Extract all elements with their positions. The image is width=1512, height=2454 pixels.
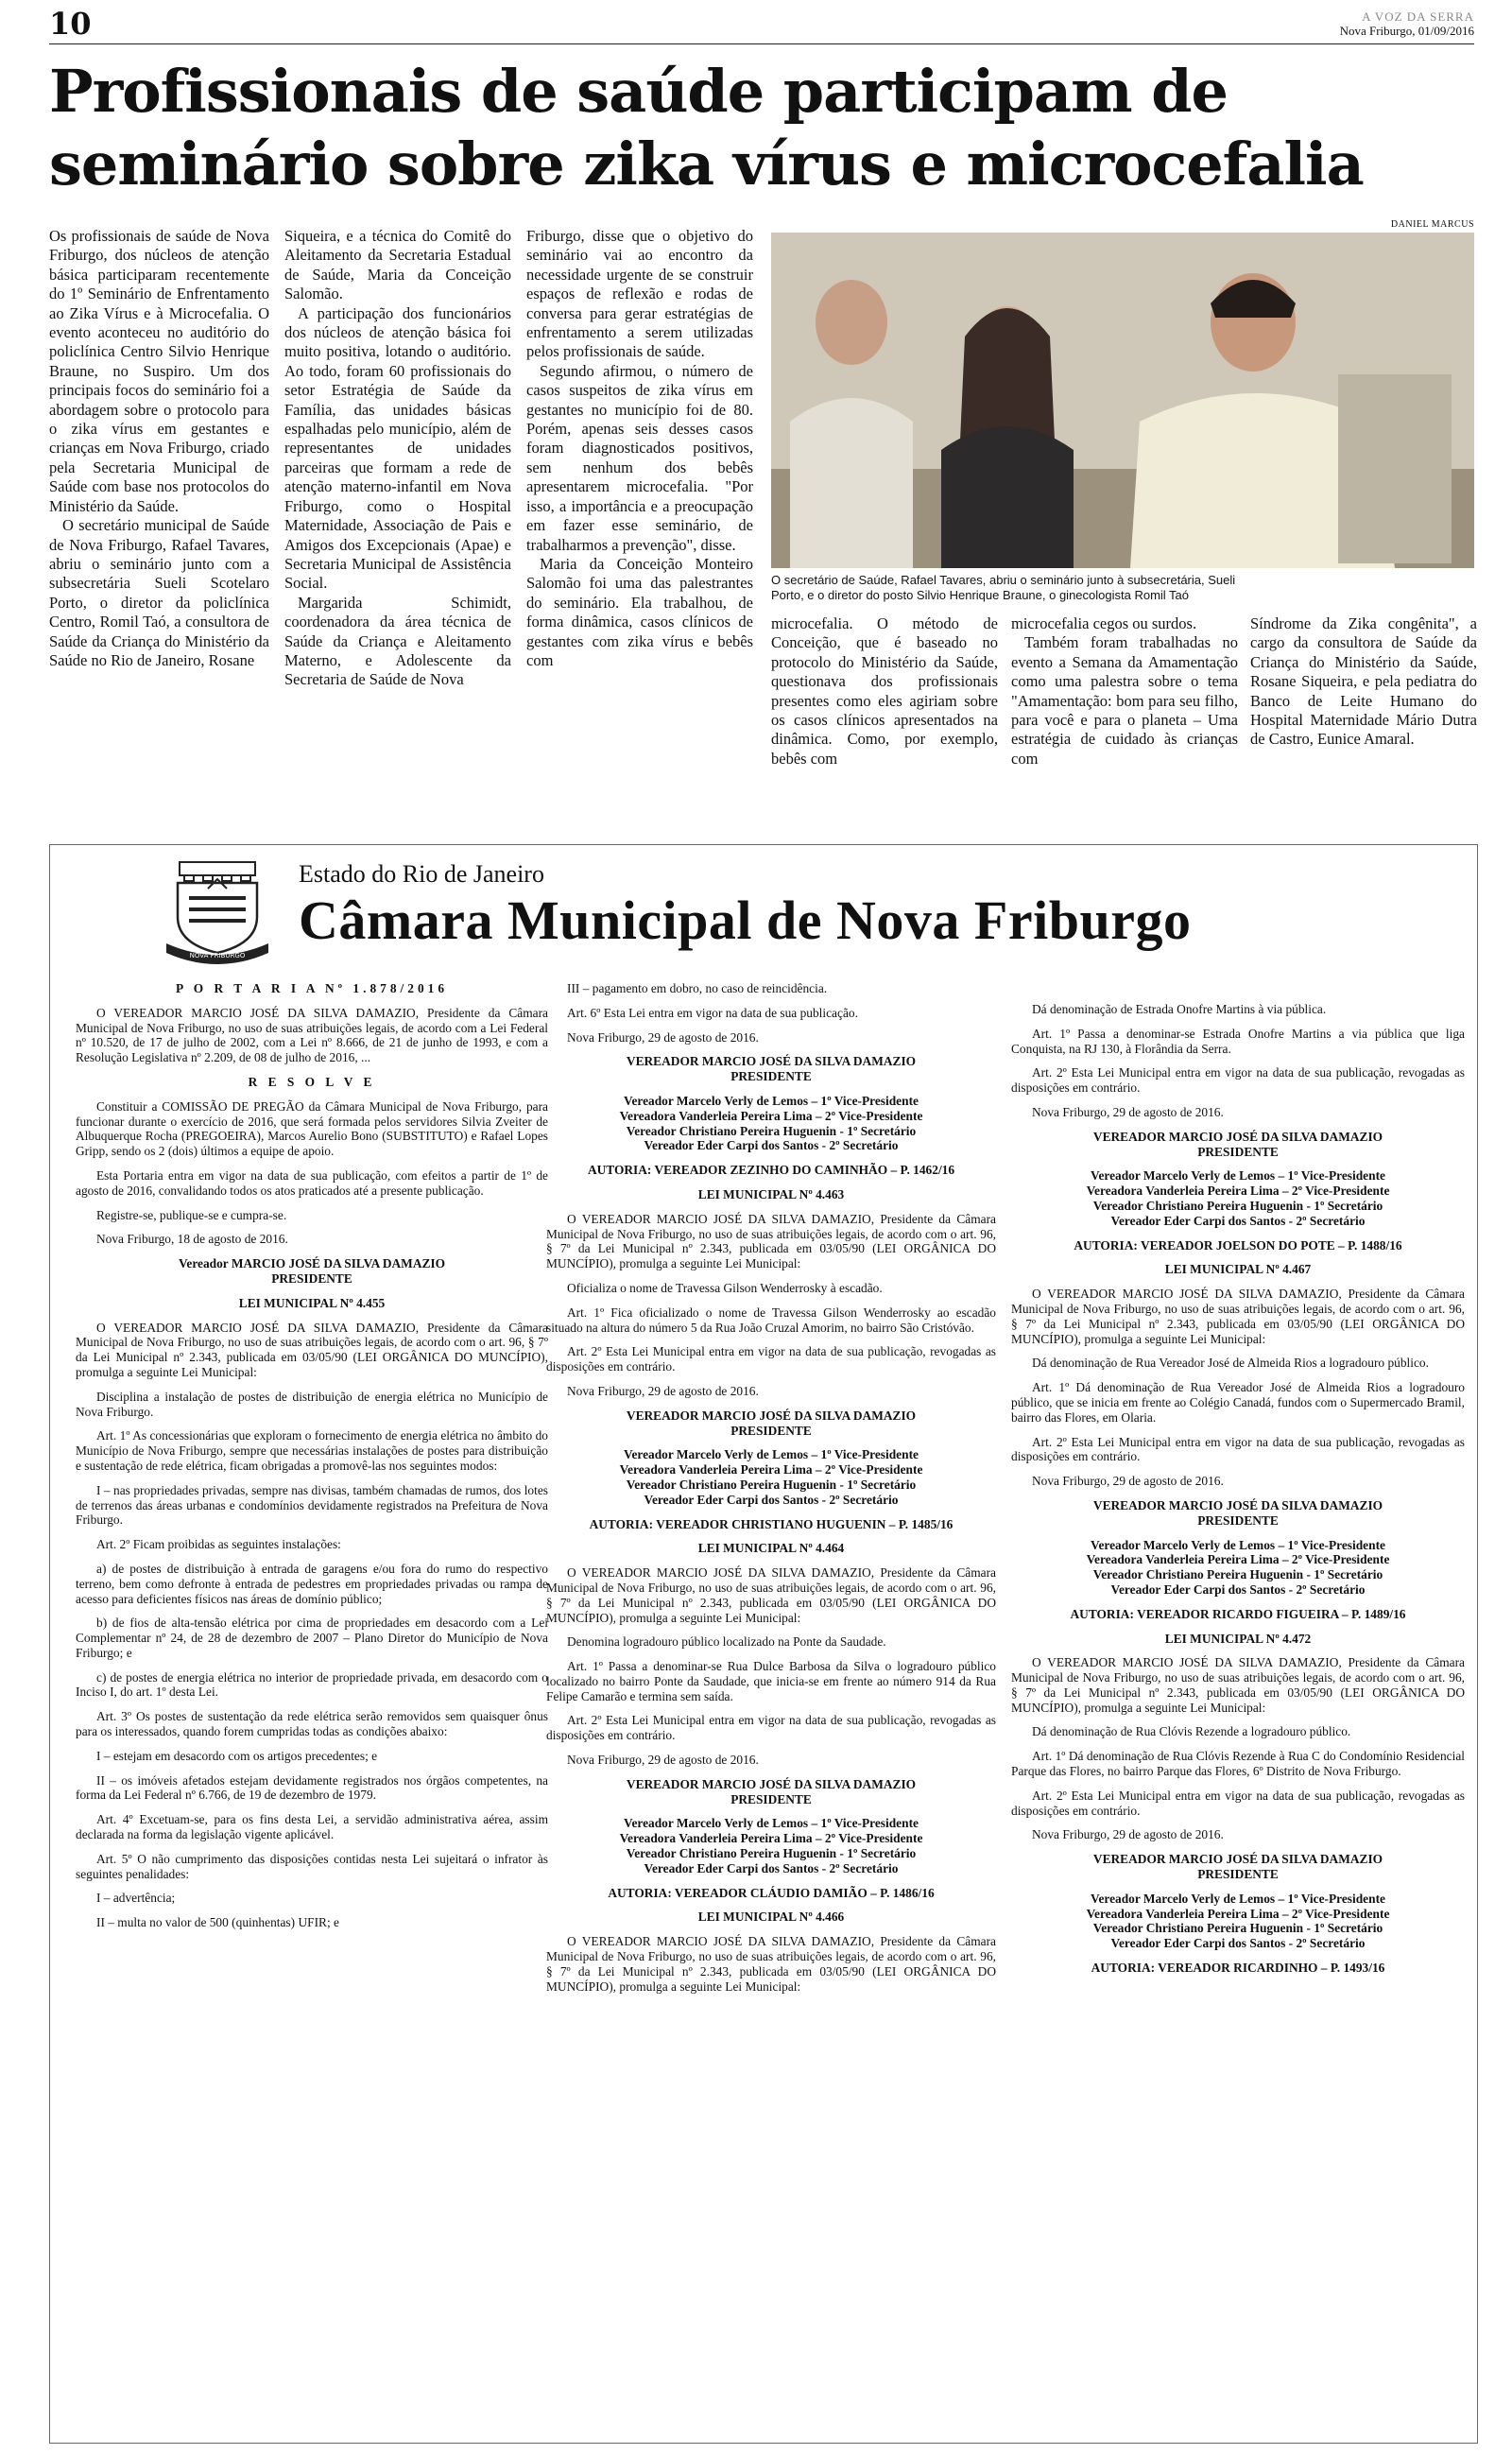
legal-paragraph: Constituir a COMISSÃO DE PREGÃO da Câmara Municipal de Nova Friburgo, para funcionar durante o exercício de 2016, que será formada pelos servidores Silvia Zveiter de Albuquerque Rocha (PREGOEIRA), Marcos Aurelio Bono (SUBSTITUTO) e Rafael Lopes Gripp, sendo os 2 (dois) últimos a equipe de apoio. [76,1098,548,1159]
signature-role: PRESIDENTE [1197,1867,1279,1882]
legal-paragraph: Art. 1º Dá denominação de Rua Clóvis Rezende à Rua C do Condomínio Residencial Parque das Flores, no bairro Parque das Flores, 6º Distrito de Nova Friburgo. [1011,1749,1465,1779]
signature-role: PRESIDENTE [271,1270,352,1286]
legal-paragraph: Nova Friburgo, 29 de agosto de 2016. [1032,1827,1224,1842]
article-paragraph: Os profissionais de saúde de Nova Friburgo, dos núcleos de atenção básica participaram recentemente do 1º Seminário de Enfrentamento ao Zika Vírus e à Microcefalia. O evento aconteceu no auditório do policlínica Centro Silvio Henrique Braune, no Suspiro. Um dos principais focos do seminário foi a abordagem sobre o protocolo para o zika vírus em gestantes e crianças em Nova Friburgo, criado pela Secretaria Municipal de Saúde com base nos protocolos do Ministério da Saúde. [49,227,269,515]
article-column-4 [771,614,998,794]
signature-line: Vereadora Vanderleia Pereira Lima – 2º Vice-Presidente [619,1831,923,1846]
signature-line: Vereador Marcelo Verly de Lemos – 1º Vice-Presidente [624,1093,919,1108]
signature-line: Vereador Eder Carpi dos Santos - 2º Secretário [1110,1581,1366,1597]
signature-name: VEREADOR MARCIO JOSÉ DA SILVA DAMAZIO [626,1776,917,1791]
signature-line: Vereadora Vanderleia Pereira Lima – 2º Vice-Presidente [619,1462,923,1478]
signature-line: Vereador Eder Carpi dos Santos - 2º Secretário [644,1860,899,1875]
government-state: Estado do Rio de Janeiro [299,860,544,888]
article-headline: Profissionais de saúde participam de seminário sobre zika vírus e microcefalia [49,57,1364,199]
signature-line: Vereadora Vanderleia Pereira Lima – 2º Vice-Presidente [1086,1184,1390,1199]
article-paragraph: Segundo afirmou, o número de casos suspeitos de zika vírus em gestantes no município foi de 80. Porém, apenas seis desses casos foram diagnosticados positivos, sem nenhum dos bebês apresentarem microcefalia. "Por isso, a importância e a preocupação em fazer esse seminário, de trabalharmos a prevenção", disse. [526,361,753,554]
photo-caption: O secretário de Saúde, Rafael Tavares, abriu o seminário junto à subsecretária, Sueli Porto, e o diretor do posto Silvio Henrique Braune, o ginecologista Romil Taó [771,573,1236,602]
legal-paragraph: Art. 5º O não cumprimento das disposições contidas nesta Lei sujeitará o infrator às seguintes penalidades: [76,1851,548,1881]
legal-paragraph: I – estejam em desacordo com os artigos precedentes; e [96,1748,378,1763]
legal-paragraph: Art. 2º Esta Lei Municipal entra em vigor na data de sua publicação, revogadas as disposições em contrário. [546,1344,996,1374]
article-column-1 [49,227,269,794]
signature-name: VEREADOR MARCIO JOSÉ DA SILVA DAMAZIO [626,1054,917,1069]
article-paragraph: O secretário municipal de Saúde de Nova Friburgo, Rafael Tavares, abriu o seminário junto com a subsecretária Sueli Scotelaro Porto, o diretor da policlínica Centro, Romil Taó, a consultora de Saúde da Criança do Ministério da Saúde no Rio de Janeiro, Rosane [49,516,269,669]
signature-name: VEREADOR MARCIO JOSÉ DA SILVA DAMAZIO [1092,1497,1383,1512]
legal-column-1 [76,981,548,2437]
signature-line: Vereador Marcelo Verly de Lemos – 1º Vice-Presidente [1091,1537,1385,1552]
legal-paragraph: Nova Friburgo, 29 de agosto de 2016. [567,1383,759,1398]
legal-paragraph: Art. 1º Fica oficializado o nome de Travessa Gilson Wenderrosky ao escadão situado na altura do número 5 da Rua João Cruzal Amorim, no bairro São Cristóvão. [546,1305,996,1335]
legal-paragraph: Art. 2º Esta Lei Municipal entra em vigor na data de sua publicação, revogadas as disposições em contrário. [1011,1434,1465,1464]
legal-paragraph: Art. 2º Ficam proibidas as seguintes instalações: [96,1537,341,1552]
legal-paragraph: Nova Friburgo, 29 de agosto de 2016. [567,1753,759,1768]
article-paragraph: Síndrome da Zika congênita", a cargo da consultora de Saúde da Criança do Ministério da Saúde, Rosane Siqueira, e pela pediatra do Banco de Leite Humano do Hospital Maternidade Mário Dutra de Castro, Eunice Amaral. [1250,614,1477,749]
signature-line: Vereador Eder Carpi dos Santos - 2º Secretário [1110,1936,1366,1951]
signature-name: Vereador MARCIO JOSÉ DA SILVA DAMAZIO [178,1256,446,1271]
signature-line: Vereador Christiano Pereira Huguenin - 1º Secretário [1092,1198,1383,1213]
page-number: 10 [49,6,92,42]
legal-column-2 [546,981,996,2437]
signature-line: Vereador Marcelo Verly de Lemos – 1º Vice-Presidente [624,1447,919,1462]
masthead [1340,9,1474,38]
legal-paragraph: Denomina logradouro público localizado na Ponte da Saudade. [567,1634,886,1650]
legal-paragraph: Dá denominação de Rua Vereador José de Almeida Rios a logradouro público. [1032,1356,1429,1371]
authorship-line: AUTORIA: VEREADOR RICARDO FIGUEIRA – P. 1489/16 [1070,1606,1406,1621]
legal-paragraph: c) de postes de energia elétrica no interior de propriedade privada, em desacordo com o Inciso I, do art. 1º desta Lei. [76,1669,548,1700]
article-photo [771,233,1474,568]
law-title: LEI MUNICIPAL Nº 4.472 [1164,1631,1312,1646]
article-paragraph: Maria da Conceição Monteiro Salomão foi uma das palestrantes do seminário. Ela trabalhou, de forma dinâmica, casos clínicos de gestantes com zika vírus e bebês com [526,554,753,669]
law-title: LEI MUNICIPAL Nº 4.466 [697,1910,845,1925]
legal-paragraph: O VEREADOR MARCIO JOSÉ DA SILVA DAMAZIO, Presidente da Câmara Municipal de Nova Friburgo, no uso de suas atribuições legais, de acordo com o art. 96, § 7º da Lei Municipal nº 2.343, publicada em 03/05/90 (LEI ORGÂNICA DO MUNCÍPIO), promulga a seguinte Lei Municipal: [546,1211,996,1271]
authorship-line: AUTORIA: VEREADOR CLÁUDIO DAMIÃO – P. 1486/16 [608,1885,935,1900]
legal-paragraph: Art. 2º Esta Lei Municipal entra em vigor na data de sua publicação, revogadas as disposições em contrário. [1011,1065,1465,1096]
issue-date: Nova Friburgo, 01/09/2016 [1339,24,1474,38]
signature-name: VEREADOR MARCIO JOSÉ DA SILVA DAMAZIO [626,1408,917,1423]
signature-line: Vereador Eder Carpi dos Santos - 2º Secretário [644,1138,899,1153]
law-title: LEI MUNICIPAL Nº 4.464 [697,1541,845,1556]
legal-paragraph: Nova Friburgo, 29 de agosto de 2016. [1032,1104,1224,1119]
article-column-6 [1250,614,1477,794]
article-paragraph: microcefalia. O método de Conceição, que é baseado no protocolo do Ministério da Saúde, questionava dos profissionais presentes como eles agiriam sobre os casos clínicos apresentados na dinâmica. Como, por exemplo, bebês com [771,614,998,768]
legal-paragraph: Esta Portaria entra em vigor na data de sua publicação, com efeitos a partir de 1º de agosto de 2016, convalidando todos os atos praticados até a presente publicação. [76,1167,548,1198]
legal-paragraph: I – advertência; [96,1891,176,1906]
legal-paragraph: Dá denominação de Rua Clóvis Rezende a logradouro público. [1032,1724,1351,1739]
signature-line: Vereador Marcelo Verly de Lemos – 1º Vice-Presidente [1091,1891,1385,1906]
municipal-crest-icon [161,860,274,964]
legal-paragraph: O VEREADOR MARCIO JOSÉ DA SILVA DAMAZIO, Presidente da Câmara Municipal de Nova Friburgo, no uso de suas atribuições legais, de acordo com o art. 96, § 7º da Lei Municipal nº 2.343, publicada em 03/05/90 (LEI ORGÂNICA DO MUNCÍPIO), promulga a seguinte Lei Municipal: [1011,1287,1465,1346]
legal-paragraph: Dá denominação de Estrada Onofre Martins à via pública. [1032,1002,1327,1016]
article-paragraph: Friburgo, disse que o objetivo do seminário vai ao encontro da necessidade urgente de se construir espaços de reflexão e rodas de conversa para gerar estratégias de enfrentamento a serem utilizadas pelos profissionais de saúde. [526,227,753,361]
legal-paragraph: O VEREADOR MARCIO JOSÉ DA SILVA DAMAZIO, Presidente da Câmara Municipal de Nova Friburgo, no uso de suas atribuições legais, de acordo com o art. 96, § 7º da Lei Municipal nº 2.343, publicada em 03/05/90 (LEI ORGÂNICA DO MUNCÍPIO), promulga a seguinte Lei Municipal: [1011,1655,1465,1715]
article-column-5 [1011,614,1238,794]
portaria-title: P O R T A R I A Nº 1.878/2016 [175,981,449,995]
legal-paragraph: Art. 2º Esta Lei Municipal entra em vigor na data de sua publicação, revogadas as disposições em contrário. [546,1713,996,1743]
article-paragraph: Margarida Schimidt, coordenadora da área técnica de Saúde da Criança e Aleitamento Materno, e Adolescente da Secretaria de Saúde de Nova [284,593,511,689]
article-paragraph: A participação dos funcionários dos núcleos de atenção básica foi muito positiva, lotando o auditório. Ao todo, foram 60 profissionais do setor Estratégia de Saúde da Família, das unidades básicas espalhadas pelo município, além de representantes de unidades parceiras que formam a rede de atenção materno-infantil em Nova Friburgo, como o Hospital Maternidade, Associação de Pais e Amigos dos Excepcionais (Apae) e Secretaria Municipal de Assistência Social. [284,303,511,593]
signature-role: PRESIDENTE [1197,1512,1279,1528]
legal-paragraph: II – multa no valor de 500 (quinhentas) UFIR; e [96,1915,339,1930]
signature-role: PRESIDENTE [730,1791,812,1806]
signature-line: Vereador Christiano Pereira Huguenin - 1º Secretário [1092,1921,1383,1936]
law-title: LEI MUNICIPAL Nº 4.463 [697,1186,845,1201]
legal-paragraph: I – nas propriedades privadas, sempre nas divisas, também chamadas de rumos, dos lotes de terrenos das áreas urbanas e condomínios devidamente registrados na Prefeitura de Nova Friburgo. [76,1482,548,1528]
signature-line: Vereador Christiano Pereira Huguenin - 1º Secretário [626,1477,917,1492]
legal-paragraph: Art. 1º Dá denominação de Rua Vereador José de Almeida Rios a logradouro público, que se inicia em frente ao Colégio Canadá, fundos com o Supermercado Bramil, bairro das Flores, em Olaria. [1011,1380,1465,1425]
resolve-heading: R E S O L V E [248,1074,376,1089]
signature-line: Vereador Eder Carpi dos Santos - 2º Secretário [1110,1213,1366,1228]
signature-line: Vereadora Vanderleia Pereira Lima – 2º Vice-Presidente [1086,1906,1390,1921]
signature-line: Vereador Eder Carpi dos Santos - 2º Secretário [644,1492,899,1507]
legal-paragraph: Art. 2º Esta Lei Municipal entra em vigor na data de sua publicação, revogadas as disposições em contrário. [1011,1788,1465,1818]
paper-name: A VOZ DA SERRA [1362,9,1474,24]
signature-line: Vereadora Vanderleia Pereira Lima – 2º Vice-Presidente [619,1108,923,1123]
legal-paragraph: Art. 3º Os postes de sustentação da rede elétrica serão removidos sem quaisquer ônus para os interessados, quando forem cumpridas todas as condições abaixo: [76,1709,548,1739]
legal-paragraph: Nova Friburgo, 18 de agosto de 2016. [96,1232,288,1247]
legal-paragraph: Art. 4º Excetuam-se, para os fins desta Lei, a servidão administrativa aérea, assim declarada na forma da legislação vigente aplicável. [76,1812,548,1842]
signature-name: VEREADOR MARCIO JOSÉ DA SILVA DAMAZIO [1092,1129,1383,1144]
signature-line: Vereador Christiano Pereira Huguenin - 1º Secretário [626,1123,917,1138]
legal-paragraph: Disciplina a instalação de postes de distribuição de energia elétrica no Município de Nova Friburgo. [76,1389,548,1419]
legal-paragraph: Art. 6º Esta Lei entra em vigor na data de sua publicação. [567,1005,858,1020]
photo-illustration [771,233,1474,568]
legal-paragraph: O VEREADOR MARCIO JOSÉ DA SILVA DAMAZIO, Presidente da Câmara Municipal de Nova Friburgo, no uso de suas atribuições legais, de acordo com a Lei Federal nº 10.520, de 17 de julho de 2002, com a Lei nº 8.666, de 21 de junho de 1993, e com a Resolução Legislativa nº 2.209, de 08 de julho de 2016, ... [76,1005,548,1065]
signature-line: Vereador Marcelo Verly de Lemos – 1º Vice-Presidente [1091,1168,1385,1184]
legal-paragraph: III – pagamento em dobro, no caso de reincidência. [567,981,828,995]
authorship-line: AUTORIA: VEREADOR ZEZINHO DO CAMINHÃO – P. 1462/16 [587,1163,955,1178]
legal-column-3 [1011,1002,1465,2439]
signature-role: PRESIDENTE [730,1069,812,1084]
crest-banner-text: NOVA FRIBURGO [189,952,246,959]
legal-paragraph: II – os imóveis afetados estejam devidamente registrados nos órgãos competentes, na forma da Lei Federal nº 6.766, de 19 de dezembro de 1979. [76,1772,548,1803]
legal-paragraph: Oficializa o nome de Travessa Gilson Wenderrosky à escadão. [567,1280,883,1295]
government-title: Câmara Municipal de Nova Friburgo [299,890,1192,951]
legal-paragraph: b) de fios de alta-tensão elétrica por cima de propriedades em desacordo com a Lei Complementar nº 24, de 28 de dezembro de 2007 – Plano Diretor do Município de Nova Friburgo; e [76,1616,548,1660]
signature-role: PRESIDENTE [1197,1144,1279,1159]
legal-paragraph: a) de postes de distribuição à entrada de garagens e/ou fora do rumo do respectivo terreno, bem como defronte à entrada de pedestres em propriedades privadas ou rampa de acesso para deficientes físicos nas áreas de domínio público; [76,1561,548,1606]
law-title: LEI MUNICIPAL Nº 4.467 [1164,1262,1312,1277]
signature-name: VEREADOR MARCIO JOSÉ DA SILVA DAMAZIO [1092,1852,1383,1867]
legal-paragraph: Art. 1º As concessionárias que exploram o fornecimento de energia elétrica no âmbito do Município de Nova Friburgo, sempre que necessárias instalações de postes para distribuição e sustentação de rede elétrica, ficam obrigadas a promovê-las nos seguintes modos: [76,1428,548,1473]
signature-line: Vereador Christiano Pereira Huguenin - 1º Secretário [626,1846,917,1861]
photo-credit: DANIEL MARCUS [1390,219,1474,230]
article-column-2 [284,227,511,794]
legal-paragraph: Nova Friburgo, 29 de agosto de 2016. [1032,1474,1224,1489]
law-title: LEI MUNICIPAL Nº 4.455 [238,1295,386,1310]
article-paragraph: microcefalia cegos ou surdos. [1011,614,1197,632]
legal-paragraph: Art. 1º Passa a denominar-se Estrada Onofre Martins a via pública que liga Conquista, na RJ 130, à Florândia da Serra. [1011,1026,1465,1056]
authorship-line: AUTORIA: VEREADOR RICARDINHO – P. 1493/16 [1091,1961,1385,1976]
legal-paragraph: O VEREADOR MARCIO JOSÉ DA SILVA DAMAZIO, Presidente da Câmara Municipal de Nova Friburgo, no uso de suas atribuições legais, de acordo com o art. 96, § 7º da Lei Municipal nº 2.343, publicada em 03/05/90 (LEI ORGÂNICA DO MUNCÍPIO), promulga a seguinte Lei Municipal: [546,1934,996,1994]
signature-role: PRESIDENTE [730,1423,812,1438]
legal-paragraph: Art. 1º Passa a denominar-se Rua Dulce Barbosa da Silva o logradouro público localizado no bairro Ponte da Saudade, que inicia-se em frente ao número 914 da Rua Felipe Camarão e termina sem saída. [546,1659,996,1703]
authorship-line: AUTORIA: VEREADOR JOELSON DO POTE – P. 1488/16 [1074,1237,1402,1253]
signature-line: Vereadora Vanderleia Pereira Lima – 2º Vice-Presidente [1086,1552,1390,1567]
signature-line: Vereador Marcelo Verly de Lemos – 1º Vice-Presidente [624,1816,919,1831]
signature-line: Vereador Christiano Pereira Huguenin - 1º Secretário [1092,1567,1383,1582]
header-rule [49,43,1474,44]
authorship-line: AUTORIA: VEREADOR CHRISTIANO HUGUENIN – P. 1485/16 [589,1516,954,1531]
article-column-3 [526,227,753,794]
legal-paragraph: Nova Friburgo, 29 de agosto de 2016. [567,1029,759,1045]
legal-paragraph: O VEREADOR MARCIO JOSÉ DA SILVA DAMAZIO, Presidente da Câmara Municipal de Nova Friburgo, no uso de suas atribuições legais, de acordo com o art. 96, § 7º da Lei Municipal nº 2.343, publicada em 03/05/90 (LEI ORGÂNICA DO MUNCÍPIO), promulga a seguinte Lei Municipal: [546,1565,996,1625]
legal-paragraph: O VEREADOR MARCIO JOSÉ DA SILVA DAMAZIO, Presidente da Câmara Municipal de Nova Friburgo, no uso de suas atribuições legais, de acordo com o art. 96, § 7º da Lei Municipal nº 2.343, publicada em 03/05/90 (LEI ORGÂNICA DO MUNCÍPIO), promulga a seguinte Lei Municipal: [76,1320,548,1379]
article-paragraph: Também foram trabalhadas no evento a Semana da Amamentação como uma palestra sobre o tema "Amamentação: bom para seu filho, para você e para o planeta – Uma estratégia de cuidado às crianças com [1011,633,1238,768]
legal-paragraph: Registre-se, publique-se e cumpra-se. [96,1207,287,1222]
article-paragraph: Siqueira, e a técnica do Comitê do Aleitamento da Secretaria Estadual de Saúde, Maria da Conceição Salomão. [284,227,511,303]
